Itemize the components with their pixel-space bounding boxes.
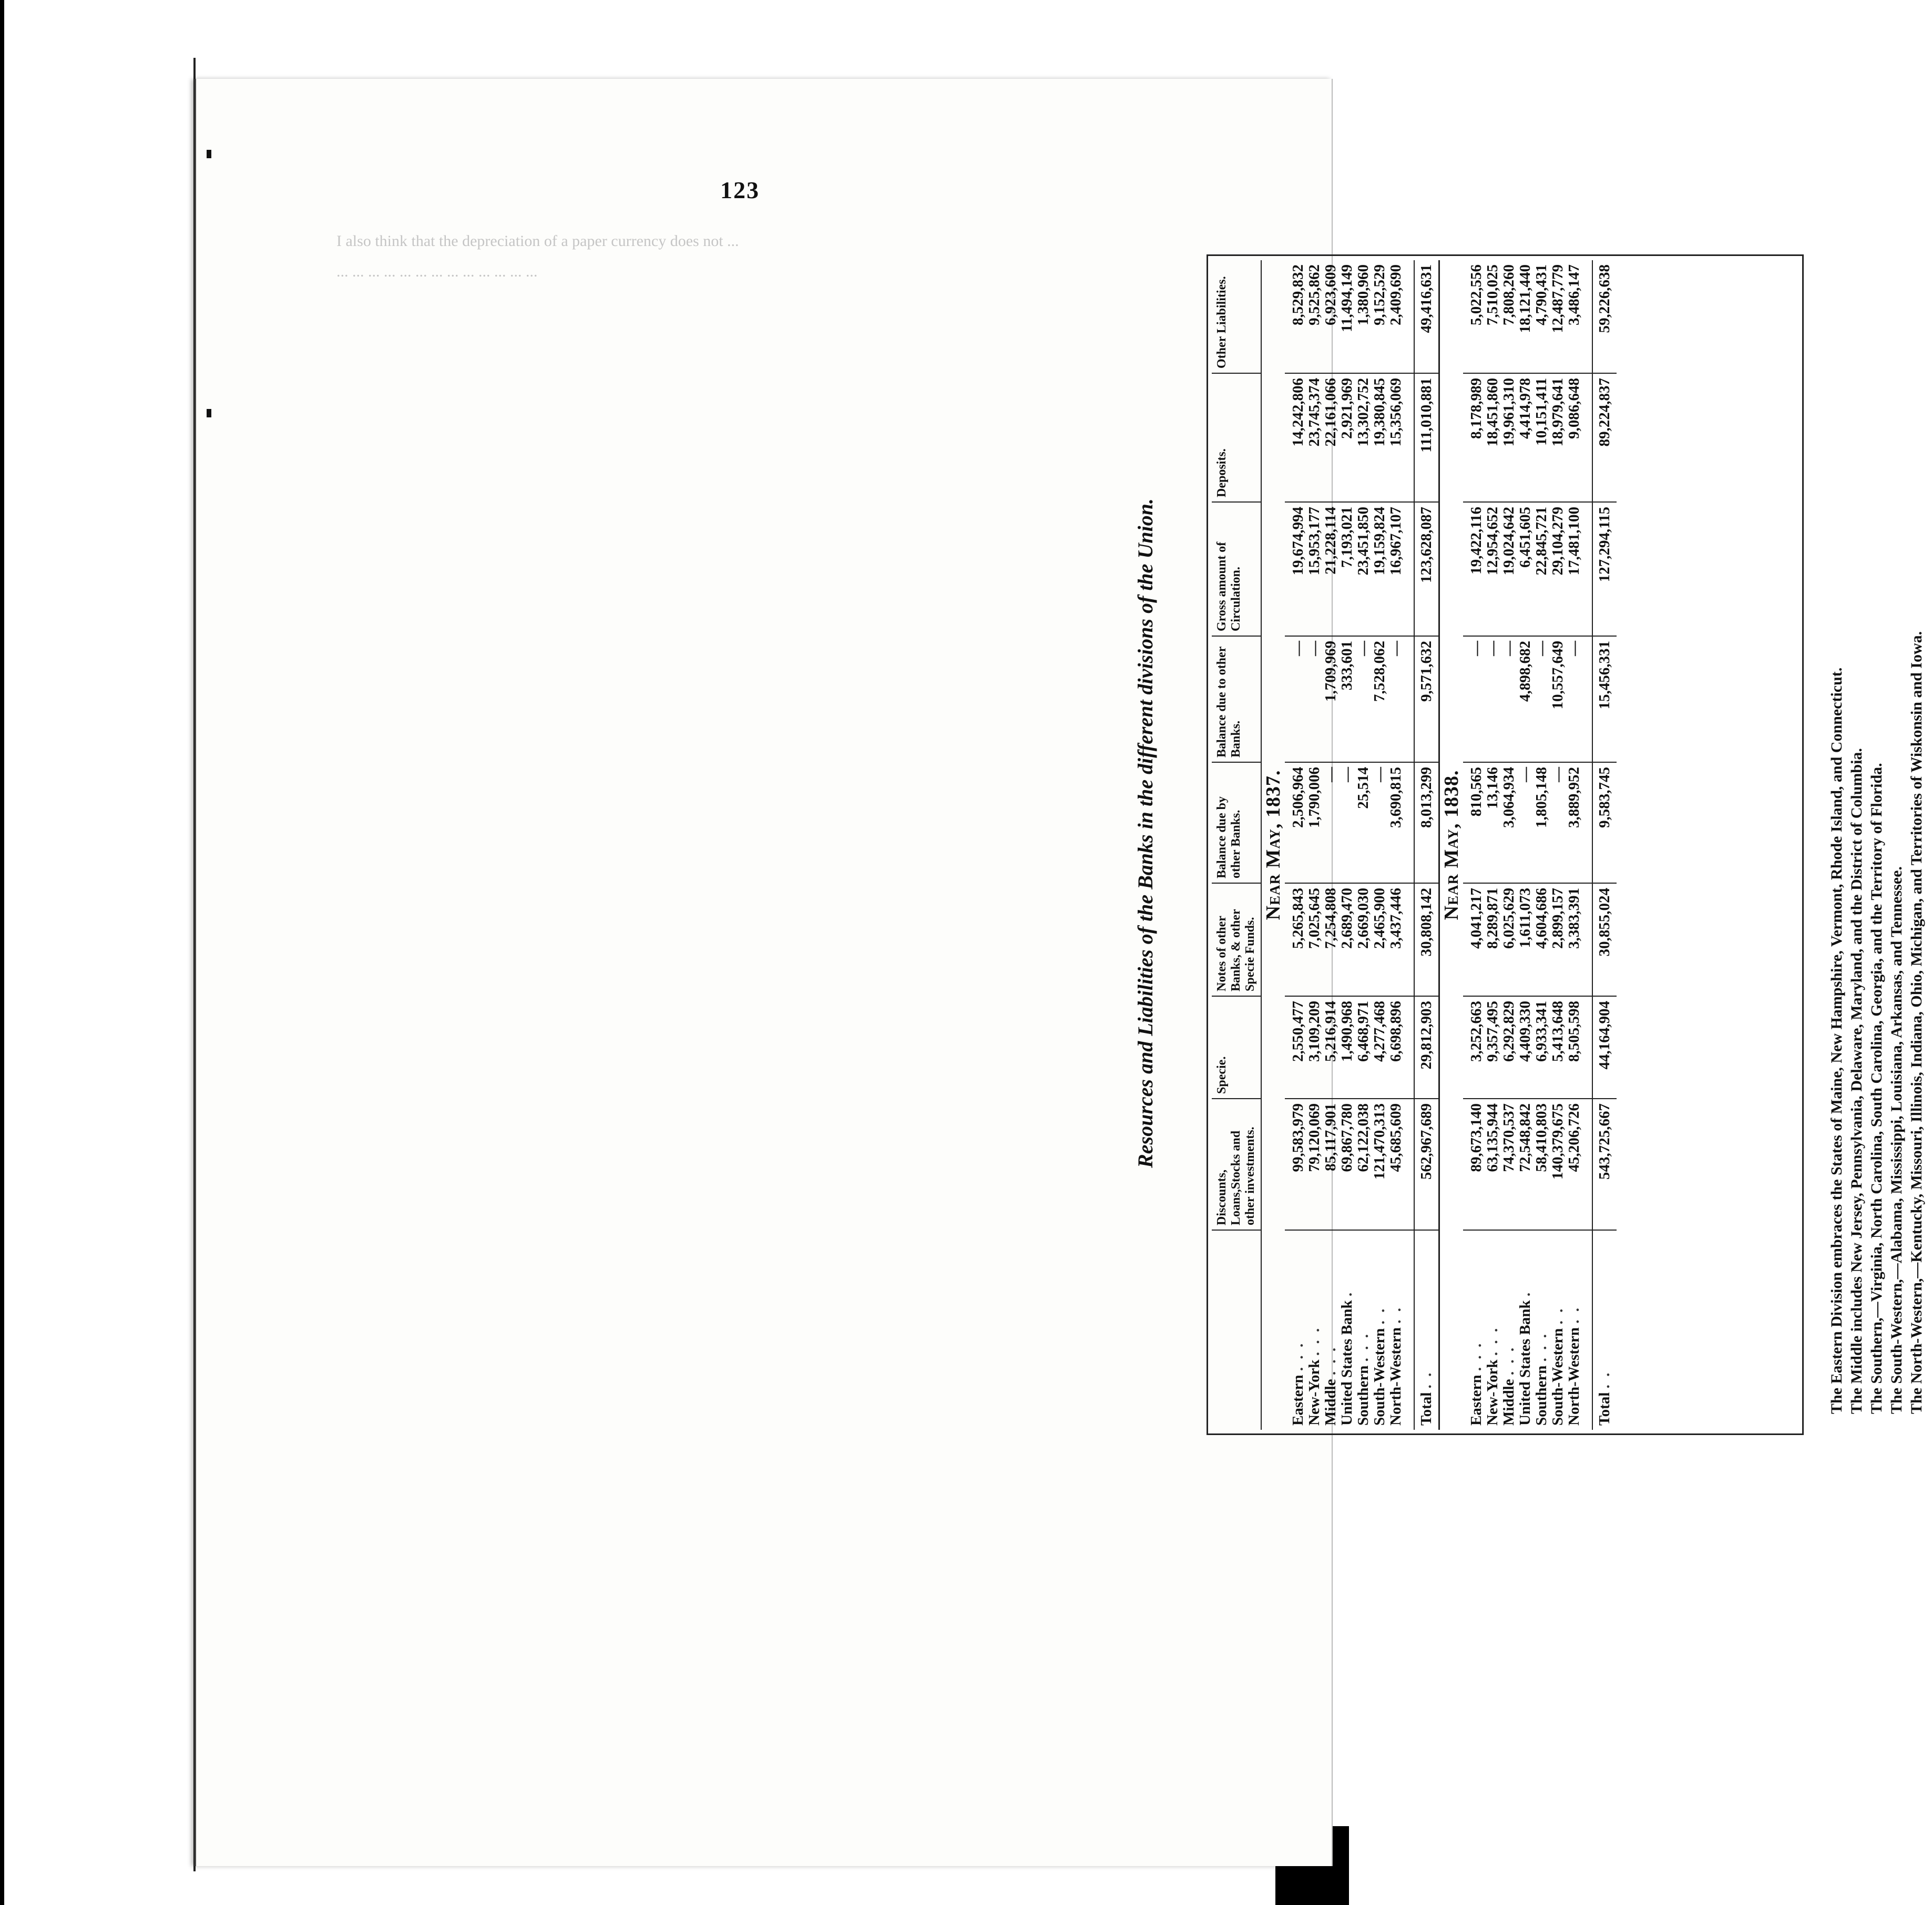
table-cell: 99,583,979 (1285, 1099, 1306, 1230)
table-cell: 44,164,904 (1592, 996, 1617, 1099)
leader-dots: . . (1371, 1306, 1388, 1325)
table-cell: 2,921,969 (1339, 373, 1355, 502)
table-cell: 19,674,994 (1285, 502, 1306, 636)
section-title-row (1261, 260, 1285, 1430)
table-cell: 10,557,649 (1550, 636, 1566, 762)
table-cell: 127,294,115 (1592, 502, 1617, 636)
table-cell: 111,010,881 (1414, 373, 1439, 502)
table-cell: 562,967,689 (1414, 1099, 1439, 1230)
table-cell: 18,979,641 (1550, 373, 1566, 502)
spacer-row (1404, 260, 1414, 1430)
row-label: United States Bank (1517, 1300, 1534, 1426)
table-cell: 22,161,066 (1323, 373, 1339, 502)
leader-dots: . . . (1355, 1332, 1372, 1362)
table-cell: 121,470,313 (1372, 1099, 1388, 1230)
table-cell: 25,514 (1355, 762, 1372, 883)
col-header-notes: Notes of other Banks, & other Specie Funds. (1212, 883, 1261, 996)
table-cell: 12,954,652 (1485, 502, 1501, 636)
section-1837-body (1285, 260, 1439, 1430)
table-cell: 10,151,411 (1534, 373, 1550, 502)
leader-dots: . . (1549, 1306, 1566, 1325)
section-title: Near May, 1837. (1262, 770, 1284, 920)
table-cell: 19,024,642 (1501, 502, 1517, 636)
row-label: Southern (1355, 1365, 1372, 1426)
table-cell: 29,812,903 (1414, 996, 1439, 1099)
footnotes (1827, 231, 1927, 1414)
table-cell: 9,583,745 (1592, 762, 1617, 883)
table-cell: 6,698,896 (1388, 996, 1404, 1099)
spacer-row (1582, 260, 1592, 1430)
table-cell: 8,178,989 (1463, 373, 1485, 502)
table-cell: 8,505,598 (1566, 996, 1582, 1099)
leader-dots: . . (1387, 1306, 1404, 1324)
table-cell: — (1534, 636, 1550, 762)
table-cell: — (1517, 762, 1534, 883)
footnote: The South-Western,—Alabama, Mississippi, Louisiana, Arkansas, and Tennessee. (1888, 866, 1905, 1414)
banks-table (1212, 260, 1617, 1430)
table-cell: 140,379,675 (1550, 1099, 1566, 1230)
table-cell: 12,487,779 (1549, 264, 1566, 333)
table-cell: 7,025,645 (1306, 883, 1323, 996)
leader-dots: . (1517, 1291, 1534, 1297)
table-row (1285, 260, 1306, 1430)
table-cell: 59,226,638 (1592, 260, 1617, 373)
section-1838 (1439, 260, 1464, 1430)
leader-dots: . . (1418, 1370, 1435, 1389)
leader-dots: . . . (1533, 1332, 1550, 1362)
table-cell: 19,422,116 (1463, 502, 1485, 636)
table-cell: 13,302,752 (1355, 373, 1372, 502)
table-cell: 72,548,842 (1517, 1099, 1534, 1230)
table-cell: 89,673,140 (1463, 1099, 1485, 1230)
col-header-balance-due-to: Balance due to other Banks. (1212, 636, 1261, 762)
table-cell: 23,745,374 (1306, 373, 1323, 502)
table-row (1550, 260, 1566, 1430)
leader-dots: . (1338, 1291, 1355, 1297)
margin-mark-top (207, 150, 211, 158)
total-row (1414, 260, 1439, 1430)
table-cell: 13,146 (1485, 762, 1501, 883)
table-cell: — (1550, 762, 1566, 883)
leader-dots: . . . (1468, 1341, 1485, 1371)
leader-dots: . . . (1484, 1326, 1501, 1356)
table-cell: 7,510,025 (1484, 264, 1501, 325)
table-cell: 6,933,341 (1534, 996, 1550, 1099)
spacer-cell (1582, 883, 1592, 996)
table-cell: 9,357,495 (1485, 996, 1501, 1099)
table-cell: 16,967,107 (1388, 502, 1404, 636)
col-header-circulation: Gross amount of Circulation. (1212, 502, 1261, 636)
table-cell: 5,216,914 (1323, 996, 1339, 1099)
spacer-cell (1582, 996, 1592, 1099)
table-cell: 45,206,726 (1566, 1099, 1582, 1230)
table-cell: 23,451,850 (1355, 502, 1372, 636)
table-cell: 333,601 (1339, 636, 1355, 762)
footnote: The North-Western,—Kentucky, Missouri, Illinois, Indiana, Ohio, Michigan, and Territories of Wiskonsin and Iowa. (1908, 631, 1925, 1414)
table-cell: 9,086,648 (1566, 373, 1582, 502)
section-title-row (1439, 260, 1464, 1430)
leader-dots: . . . (1322, 1345, 1339, 1376)
table-row (1339, 260, 1355, 1430)
row-label: North-Western (1387, 1327, 1404, 1426)
table-cell: 2,899,157 (1550, 883, 1566, 996)
table-cell: 5,413,648 (1550, 996, 1566, 1099)
table-cell: 3,889,952 (1566, 762, 1582, 883)
table-cell: 3,486,147 (1566, 264, 1582, 325)
table-cell: 9,571,632 (1414, 636, 1439, 762)
table-title: Resources and Liabilities of the Banks in the different divisions of the Union. (1133, 498, 1157, 1168)
table-cell: 1,805,148 (1534, 762, 1550, 883)
table-wrapper (1212, 260, 1617, 1430)
table-row (1485, 260, 1501, 1430)
table-cell: 8,529,832 (1290, 264, 1306, 325)
table-cell: 22,845,721 (1534, 502, 1550, 636)
spacer-cell (1582, 260, 1592, 373)
bleed-line: ... ... ... ... ... ... ... ... ... ... ... ... ... (336, 263, 538, 280)
spacer-cell (1582, 1099, 1592, 1230)
table-cell: 2,669,030 (1355, 883, 1372, 996)
table-row (1534, 260, 1550, 1430)
table-cell: 4,898,682 (1517, 636, 1534, 762)
table-cell: 9,152,529 (1371, 264, 1388, 325)
table-cell: 123,628,087 (1414, 502, 1439, 636)
table-cell: 6,292,829 (1501, 996, 1517, 1099)
row-label: Eastern (1290, 1375, 1306, 1426)
table-cell: 19,380,845 (1372, 373, 1388, 502)
spacer-cell (1404, 883, 1414, 996)
table-cell: 3,252,663 (1463, 996, 1485, 1099)
page-number: 123 (720, 177, 760, 203)
row-label: Total (1418, 1392, 1435, 1426)
row-label: United States Bank (1338, 1300, 1355, 1426)
table-cell: 4,604,686 (1534, 883, 1550, 996)
table-cell: 30,808,142 (1414, 883, 1439, 996)
table-cell: — (1463, 636, 1485, 762)
table-cell: — (1501, 636, 1517, 762)
rotated-table-content (1133, 216, 1932, 1451)
table-row (1306, 260, 1323, 1430)
table-cell: 74,370,537 (1501, 1099, 1517, 1230)
table-cell: 7,528,062 (1372, 636, 1388, 762)
col-header-discounts: Discounts, Loans,Stocks and other investments. (1212, 1099, 1261, 1230)
table-cell: 1,490,968 (1339, 996, 1355, 1099)
spacer-cell (1404, 996, 1414, 1099)
table-cell: 1,709,969 (1323, 636, 1339, 762)
footnote: The Eastern Division embraces the States of Maine, New Hampshire, Vermont, Rhode Island, and Connecticut. (1828, 667, 1845, 1414)
table-cell: 89,224,837 (1592, 373, 1617, 502)
table-cell: 6,923,609 (1322, 264, 1339, 325)
col-header-specie: Specie. (1212, 996, 1261, 1099)
table-cell: 19,159,824 (1372, 502, 1388, 636)
margin-mark-middle (207, 409, 211, 417)
table-cell: 49,416,631 (1414, 260, 1439, 373)
spacer-cell (1404, 762, 1414, 883)
bleed-line: I also think that the depreciation of a paper currency does not ... (336, 232, 739, 250)
table-cell: 1,790,006 (1306, 762, 1323, 883)
table-cell: 7,254,808 (1323, 883, 1339, 996)
leader-dots: . . (1566, 1306, 1582, 1324)
table-cell: 3,690,815 (1388, 762, 1404, 883)
table-cell: — (1388, 636, 1404, 762)
table-cell: 4,041,217 (1463, 883, 1485, 996)
col-header-balance-due-by: Balance due by other Banks. (1212, 762, 1261, 883)
table-cell: 7,808,260 (1500, 264, 1517, 325)
table-cell: 45,685,609 (1388, 1099, 1404, 1230)
table-cell: 8,013,299 (1414, 762, 1439, 883)
table-cell: 17,481,100 (1566, 502, 1582, 636)
bleed-through-text (336, 226, 1188, 287)
col-header-deposits: Deposits. (1212, 373, 1261, 502)
table-cell: — (1372, 762, 1388, 883)
section-1838-body (1463, 260, 1617, 1430)
row-label: New-York (1484, 1359, 1501, 1426)
table-row (1566, 260, 1582, 1430)
table-cell: 19,961,310 (1501, 373, 1517, 502)
table-cell: 62,122,038 (1355, 1099, 1372, 1230)
table-cell: 4,409,330 (1517, 996, 1534, 1099)
table-cell: 5,265,843 (1285, 883, 1306, 996)
table-cell: — (1306, 636, 1323, 762)
total-row (1592, 260, 1617, 1430)
table-cell: 1,611,073 (1517, 883, 1534, 996)
row-label: Eastern (1468, 1375, 1485, 1426)
table-cell: 6,451,605 (1517, 502, 1534, 636)
header-row (1212, 260, 1261, 1430)
section-title: Near May, 1838. (1440, 770, 1463, 920)
section-1837 (1261, 260, 1285, 1430)
table-cell: 2,409,690 (1387, 264, 1404, 325)
spacer-cell (1404, 636, 1414, 762)
table-cell: 2,506,964 (1285, 762, 1306, 883)
table-cell: 6,025,629 (1501, 883, 1517, 996)
table-row (1501, 260, 1517, 1430)
footnote: The Middle includes New Jersey, Pennsylvania, Delaware, Maryland, and the District of Columbia. (1848, 748, 1865, 1414)
footnote: The Southern,—Virginia, North Carolina, South Carolina, Georgia, and the Territory of Florida. (1868, 763, 1885, 1414)
table-cell: 810,565 (1463, 762, 1485, 883)
spacer-cell (1404, 260, 1414, 373)
table-cell: — (1485, 636, 1501, 762)
table-cell: 8,289,871 (1485, 883, 1501, 996)
table-cell: 1,380,960 (1355, 264, 1372, 325)
row-label: Southern (1533, 1365, 1550, 1426)
table-cell: — (1285, 636, 1306, 762)
table-cell: 2,550,477 (1285, 996, 1306, 1099)
spacer-cell (1582, 762, 1592, 883)
table-cell: 85,117,901 (1323, 1099, 1339, 1230)
spacer-cell (1582, 502, 1592, 636)
spacer-cell (1582, 1230, 1592, 1430)
table-cell: 11,494,149 (1338, 264, 1355, 332)
table-cell: 30,855,024 (1592, 883, 1617, 996)
table-cell: 5,022,556 (1468, 264, 1485, 325)
table-row (1463, 260, 1485, 1430)
table-cell: 15,953,177 (1306, 502, 1323, 636)
table-cell: 4,277,468 (1372, 996, 1388, 1099)
table-cell: 543,725,667 (1592, 1099, 1617, 1230)
table-cell: 14,242,806 (1285, 373, 1306, 502)
table-row (1355, 260, 1372, 1430)
spacer-cell (1582, 373, 1592, 502)
spacer-cell (1404, 1230, 1414, 1430)
table-row (1388, 260, 1404, 1430)
leader-dots: . . . (1290, 1341, 1306, 1371)
spacer-cell (1404, 1099, 1414, 1230)
col-header-other-liabilities: Other Liabilities. (1212, 260, 1261, 373)
table-cell: 2,689,470 (1339, 883, 1355, 996)
table-cell: 58,410,803 (1534, 1099, 1550, 1230)
table-row (1517, 260, 1534, 1430)
table-cell: 79,120,069 (1306, 1099, 1323, 1230)
spacer-cell (1582, 636, 1592, 762)
row-label: South-Western (1371, 1328, 1388, 1426)
table-cell: 3,064,934 (1501, 762, 1517, 883)
table-cell: — (1339, 762, 1355, 883)
table-cell: 7,193,021 (1339, 502, 1355, 636)
table-row (1323, 260, 1339, 1430)
table-cell: 18,121,440 (1517, 264, 1534, 333)
row-label: Middle (1322, 1379, 1339, 1426)
table-cell: — (1355, 636, 1372, 762)
leader-dots: . . . (1306, 1326, 1323, 1356)
row-label: South-Western (1549, 1328, 1566, 1426)
row-label: New-York (1306, 1359, 1323, 1426)
table-cell: 4,790,431 (1533, 264, 1550, 325)
spacer-cell (1404, 373, 1414, 502)
table-cell: 29,104,279 (1550, 502, 1566, 636)
table-cell: 3,437,446 (1388, 883, 1404, 996)
table-cell: 3,109,209 (1306, 996, 1323, 1099)
table-cell: 18,451,860 (1485, 373, 1501, 502)
table-cell: 6,468,971 (1355, 996, 1372, 1099)
row-label: Middle (1500, 1379, 1517, 1426)
table-cell: — (1566, 636, 1582, 762)
table-cell: 15,456,331 (1592, 636, 1617, 762)
spacer-cell (1404, 502, 1414, 636)
table-row (1372, 260, 1388, 1430)
table-cell: 4,414,978 (1517, 373, 1534, 502)
leader-dots: . . (1596, 1370, 1613, 1389)
row-label: North-Western (1566, 1327, 1582, 1426)
row-label: Total (1596, 1392, 1613, 1426)
table-cell: 21,228,114 (1323, 502, 1339, 636)
table-cell: 15,356,069 (1388, 373, 1404, 502)
table-cell: 9,525,862 (1306, 264, 1323, 325)
table-cell: 69,867,780 (1339, 1099, 1355, 1230)
col-header-blank (1212, 1230, 1261, 1430)
table-cell: — (1323, 762, 1339, 883)
scan-edge-left (0, 0, 4, 1905)
leader-dots: . . . (1500, 1345, 1517, 1376)
table-cell: 3,383,391 (1566, 883, 1582, 996)
table-cell: 63,135,944 (1485, 1099, 1501, 1230)
table-cell: 2,465,900 (1372, 883, 1388, 996)
